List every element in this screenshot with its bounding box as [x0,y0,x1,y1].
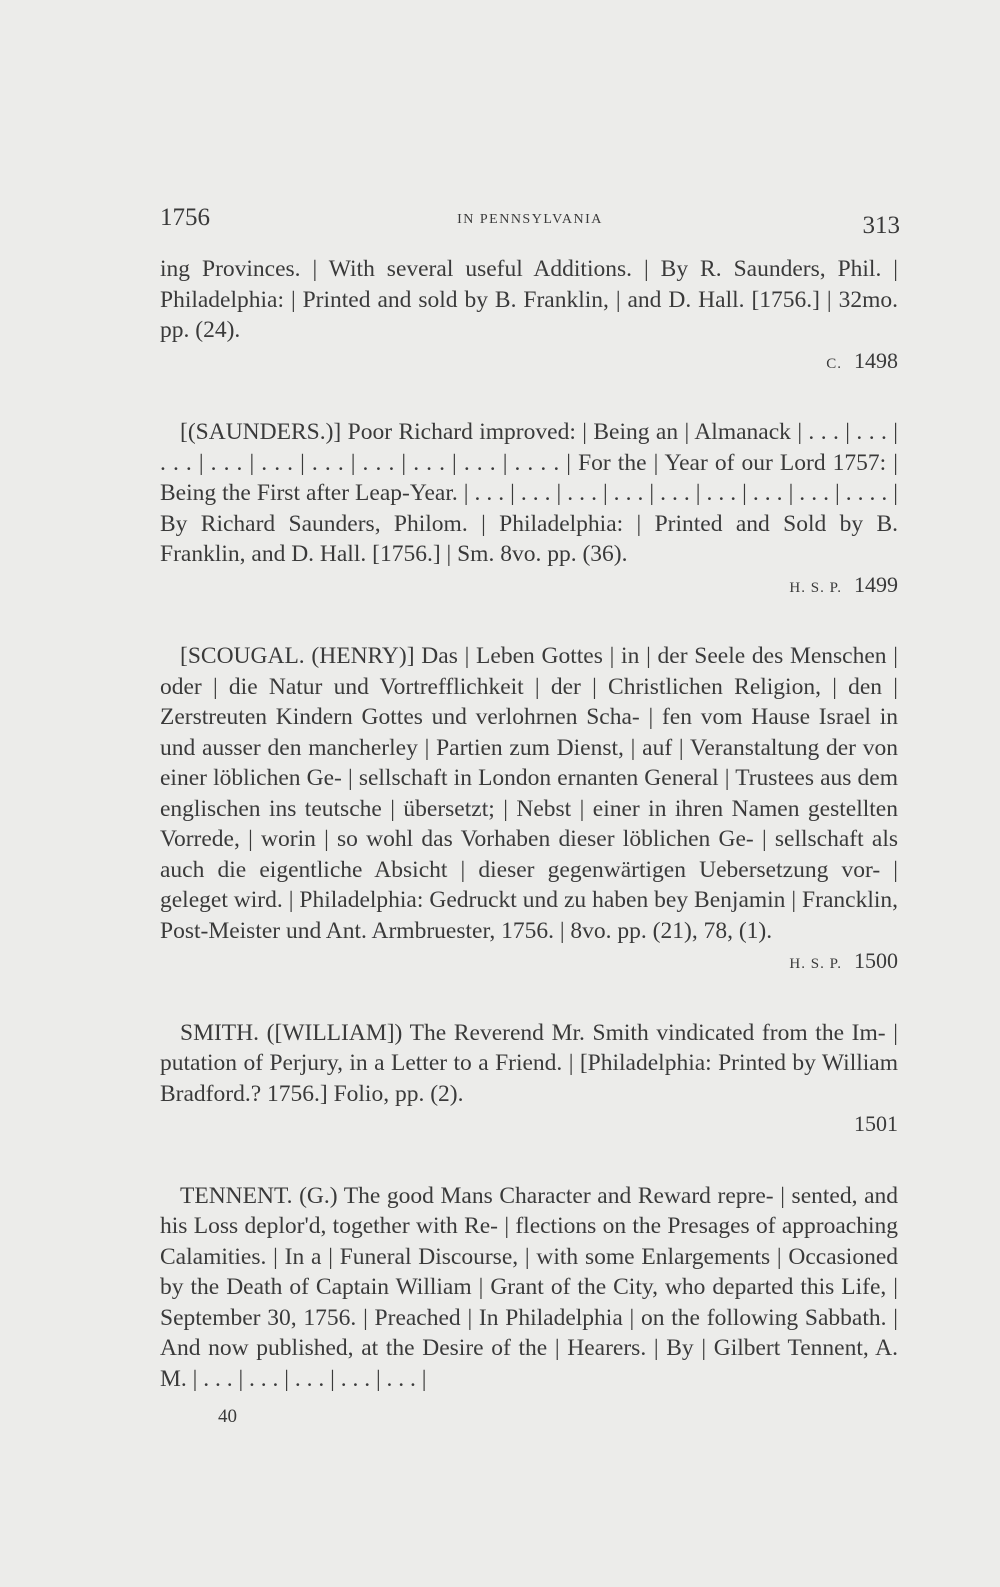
signature-mark: 40 [218,1406,237,1427]
entry-text: ing Provinces. | With several useful Additions. | By R. Saunders, Phil. | Philadelphia: | Printed and sold by B. Franklin, | and D. Hall. [1756.] | 32mo. pp. (24). [160,256,898,343]
entry-number: 1499 [854,571,898,597]
entry-text: [SCOUGAL. (HENRY)] Das | Leben Gottes | in | der Seele des Menschen | oder | die Natur und Vortrefflichkeit | der | Christlichen Religion, | den | Zerstreuten Kindern Gottes und verlohrnen Scha- | fen vom Hause Israel in und ausser den mancherley | Partien zum Dienst, | auf | Veranstaltung der von einer löblichen Ge- | sellschaft in London ernanten General | Trustees aus dem englischen ins teutsche | übersetzt; | Nebst | einer in ihren Namen gestellten Vorrede, | worin | so wohl das Vorhaben dieser löblichen Ge- | sellschaft als auch die eigentliche Absicht | dieser gegenwärtigen Uebersetzung vor- | geleget wird. | Philadelphia: Gedruckt und zu haben bey Benjamin | Francklin, Post-Meister und Ant. Armbruester, 1756. | 8vo. pp. (21), 78, (1). [160,643,898,944]
entry-reference [160,946,898,980]
entry-location: H. S. P. [789,579,842,596]
entry-reference [160,1109,898,1143]
entry-number: 1501 [854,1111,898,1136]
header-page-number: 313 [862,212,900,239]
page-body [160,254,898,1394]
bibliography-entry [160,641,898,980]
entry-reference [160,346,898,380]
entry-number: 1498 [854,347,898,373]
entry-reference [160,570,898,604]
entry-text: [(SAUNDERS.)] Poor Richard improved: | Being an | Almanack | . . . | . . . | . . . | . . . | . . . | . . . | . . . | . . . | . . . | . . . . | For the | Year of our Lord 1757: | Being the First after Leap-Year. | . . . | . . . | . . . | . . . | . . . | . . . | . . . | . . . | . . . . | By Richard Saunders, Philom. | Philadelphia: | Printed and Sold by B. Franklin, and D. Hall. [1756.] | Sm. 8vo. pp. (36). [160,419,898,567]
bibliography-entry [160,1018,898,1143]
running-header [160,200,900,240]
bibliography-entry [160,254,898,379]
header-running-title: IN PENNSYLVANIA [457,212,603,227]
entry-text: SMITH. ([WILLIAM]) The Reverend Mr. Smith vindicated from the Im- | putation of Perjury, in a Letter to a Friend. | [Philadelphia: Printed by William Bradford.? 1756.] Folio, pp. (2). [160,1019,898,1107]
bibliography-entry [160,1181,898,1395]
entry-number: 1500 [854,948,898,973]
header-year: 1756 [160,204,210,231]
bibliography-entry [160,417,898,603]
entry-location: H. S. P. [789,956,842,972]
entry-text: TENNENT. (G.) The good Mans Character and Reward repre- | sented, and his Loss deplor'd, together with Re- | flections on the Presages of approaching Calamities. | In a | Funeral Discourse, | with some Enlargements | Occasioned by the Death of Captain William | Grant of the City, who departed this Life, | September 30, 1756. | Preached | In Philadelphia | on the following Sabbath. | And now published, at the Desire of the | Hearers. | By | Gilbert Tennent, A. M. | . . . | . . . | . . . | . . . | . . . | [160,1182,898,1392]
entry-location: C. [826,355,842,372]
